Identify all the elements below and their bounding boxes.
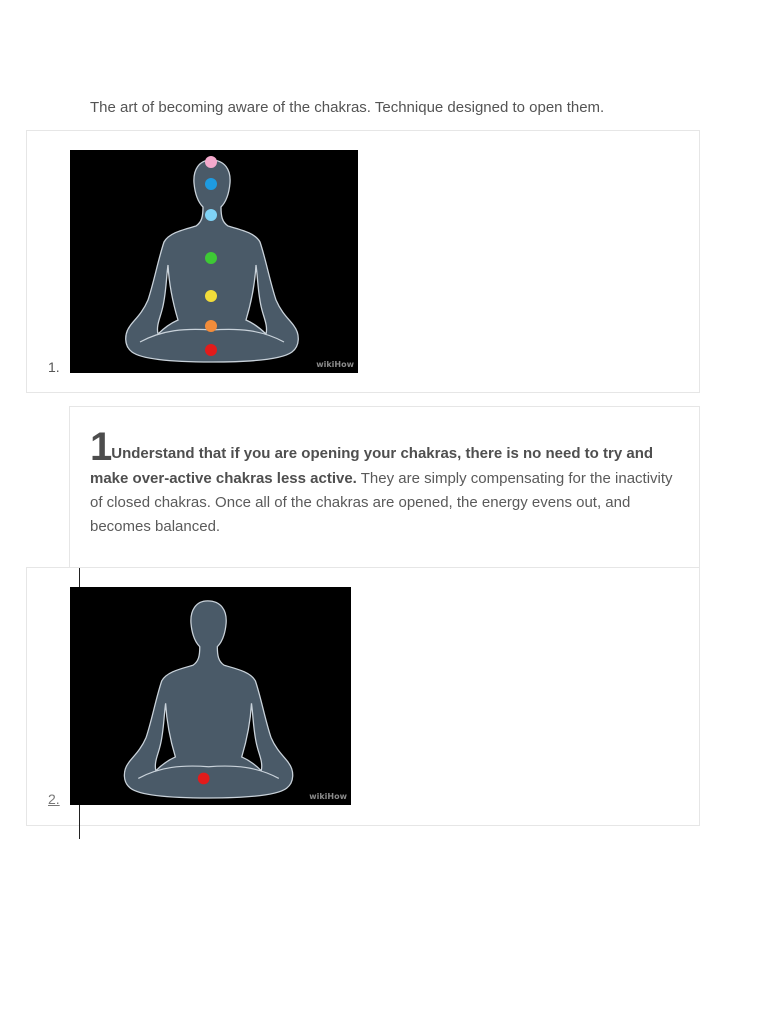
step-body-text: They are simply compensating for the inactivity of closed chakras. Once all of the chakras are opened, the energy evens out, and becomes balanced. <box>90 470 673 535</box>
step-number-1: 1. <box>48 359 60 375</box>
chakra-dot-1 <box>205 156 217 168</box>
chakra-dot-6 <box>205 320 217 332</box>
meditation-figure-svg-1 <box>70 150 358 373</box>
step-big-number: 1 <box>90 425 112 469</box>
step-description <box>90 427 686 539</box>
chakra-dot-5 <box>205 290 217 302</box>
chakra-dot-7 <box>205 344 217 356</box>
intro-text: The art of becoming aware of the chakras. Technique designed to open them. <box>90 99 605 116</box>
chakra-dot-3 <box>205 209 217 221</box>
meditation-figure-image-1[interactable] <box>70 150 358 373</box>
watermark: wikiHow <box>309 792 347 801</box>
chakra-dot-4 <box>205 252 217 264</box>
meditation-figure-image-2[interactable] <box>70 587 351 805</box>
watermark: wikiHow <box>316 360 354 369</box>
text-cursor-line-top <box>79 568 80 587</box>
chakra-dot-2 <box>205 178 217 190</box>
step-bold-text: Understand that if you are opening your chakras, there is no need to try and make over-active chakras less active. <box>90 445 654 487</box>
meditation-figure-svg-2 <box>70 587 351 805</box>
step-number-2[interactable]: 2. <box>48 791 60 807</box>
text-cursor-line-bottom <box>79 805 80 839</box>
chakra-dot-1 <box>198 773 210 785</box>
